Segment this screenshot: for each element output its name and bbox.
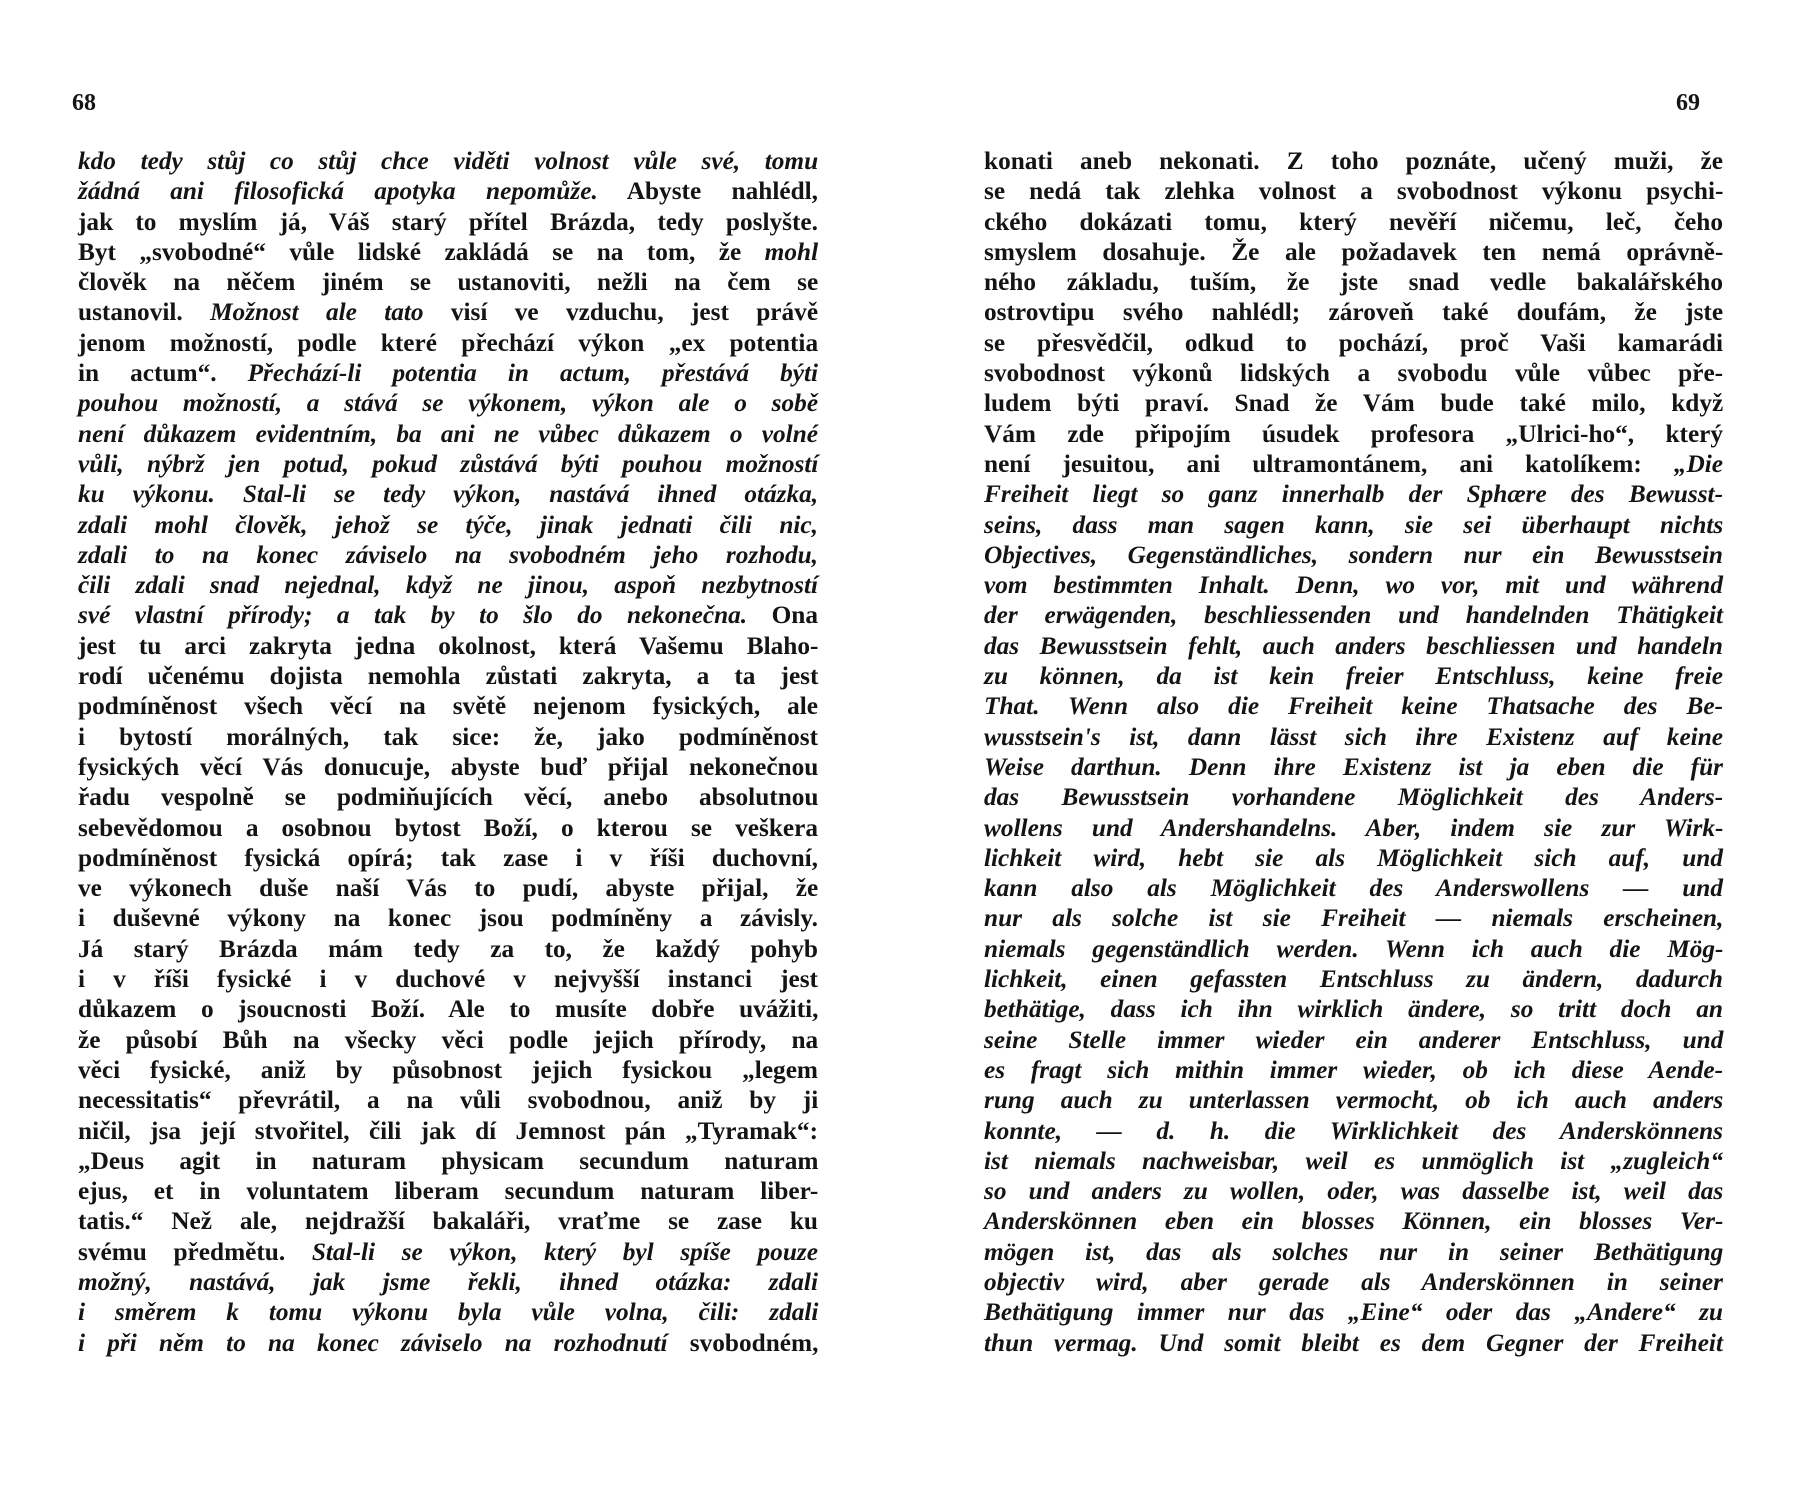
body-text: smyslem dosahuje. Že ale požadavek ten nemá oprávně- <box>984 237 1724 266</box>
text-line <box>984 1297 1723 1327</box>
italic-text: kann also als Möglichkeit des Anderswollens — und <box>984 874 1723 903</box>
text-line <box>78 873 818 903</box>
text-line <box>984 328 1723 358</box>
text-line <box>984 146 1723 176</box>
text-line <box>984 964 1723 994</box>
body-text: jenom možností, podle které přechází výkon „ex potentia <box>78 328 819 357</box>
body-text: podmíněnost všech věcí na světě nejenom fysických, ale <box>78 692 818 721</box>
text-line <box>78 813 818 843</box>
italic-text: wollens und Andershandelns. Aber, indem sie zur Wirk- <box>984 813 1724 842</box>
italic-text: vom bestimmten Inhalt. Denn, wo vor, mit und während <box>984 571 1723 600</box>
text-line <box>984 1206 1723 1236</box>
text-line <box>984 1116 1723 1146</box>
text-line <box>984 873 1723 903</box>
text-line <box>78 479 818 509</box>
text-line <box>984 540 1723 570</box>
italic-text: zdali mohl člověk, jehož se týče, jinak jednati čili nic, <box>78 510 818 539</box>
text-line <box>78 994 818 1024</box>
text-line <box>984 388 1723 418</box>
text-line <box>78 964 818 994</box>
italic-text: mögen ist, das als solches nur in seiner Bethätigung <box>984 1237 1724 1266</box>
body-text: věci fysické, aniž by působnost jejich fysickou „legem <box>78 1055 818 1084</box>
body-text: se přesvědčil, odkud to pochází, proč Vaši kamarádi <box>984 328 1723 357</box>
text-line <box>78 1116 818 1146</box>
text-line <box>78 510 818 540</box>
italic-text: Možnost ale tato <box>210 298 424 327</box>
text-line <box>984 297 1723 327</box>
text-line <box>78 782 818 812</box>
italic-text: thun vermag. Und somit bleibt es dem Gegner der Freiheit <box>984 1328 1723 1357</box>
italic-text: so und anders zu wollen, oder, was dasselbe ist, weil das <box>984 1177 1724 1206</box>
body-text: ejus, et in voluntatem liberam secundum naturam liber- <box>78 1177 819 1206</box>
body-text: ustanovil. <box>78 298 211 327</box>
italic-text: seine Stelle immer wieder ein anderer Entschluss, und <box>984 1025 1724 1054</box>
body-text: se nedá tak zlehka volnost a svobodnost výkonu psychi- <box>984 177 1724 206</box>
body-text: ludem býti praví. Snad že Vám bude také milo, když <box>984 389 1724 418</box>
body-text: svobodném, <box>667 1328 819 1357</box>
italic-text: lichkeit, einen gefassten Entschluss zu ändern, dadurch <box>984 965 1723 994</box>
text-line <box>984 449 1723 479</box>
text-line <box>984 1146 1723 1176</box>
text-line <box>984 903 1723 933</box>
italic-text: Anderskönnen eben ein blosses Können, ein blosses Ver- <box>984 1207 1724 1236</box>
body-text: visí ve vzduchu, jest právě <box>423 298 819 327</box>
italic-text: Freiheit liegt so ganz innerhalb der Sphære des Bewusst- <box>984 480 1724 509</box>
italic-text: That. Wenn also die Freiheit keine Thatsache des Be- <box>984 692 1723 721</box>
text-line <box>78 449 818 479</box>
body-text: i v říši fysické i v duchové v nejvyšší instanci jest <box>78 965 818 994</box>
text-line <box>78 176 818 206</box>
text-line <box>984 691 1723 721</box>
text-line <box>78 1085 818 1115</box>
italic-text: seins, dass man sagen kann, sie sei überhaupt nichts <box>984 510 1724 539</box>
text-line <box>78 661 818 691</box>
italic-text: pouhou možností, a stává se výkonem, výkon ale o sobě <box>78 389 819 418</box>
text-line <box>984 1267 1723 1297</box>
italic-text: není důkazem evidentním, ba ani ne vůbec důkazem o volné <box>78 419 818 448</box>
text-line <box>984 661 1723 691</box>
text-line <box>78 1267 818 1297</box>
italic-text: čili zdali snad nejednal, když ne jinou, aspoň nezbytností <box>78 571 818 600</box>
text-line <box>984 1237 1723 1267</box>
text-line <box>984 994 1723 1024</box>
body-text: sebevědomou a osobnou bytost Boží, o kterou se veškera <box>78 813 818 842</box>
body-text: tatis.“ Než ale, nejdražší bakaláři, vraťme se zase ku <box>78 1207 818 1236</box>
body-text: necessitatis“ převrátil, a na vůli svobodnou, aniž by ji <box>78 1086 819 1115</box>
body-text: Ona <box>747 601 818 630</box>
text-line <box>78 1206 818 1236</box>
italic-text: lichkeit wird, hebt sie als Möglichkeit sich auf, und <box>984 843 1723 872</box>
italic-text: své vlastní přírody; a tak by to šlo do nekonečna. <box>78 601 748 630</box>
text-line <box>984 722 1723 752</box>
body-text: svému předmětu. <box>78 1237 312 1266</box>
italic-text: nur als solche ist sie Freiheit — niemals erscheinen, <box>984 904 1724 933</box>
body-text: jest tu arci zakryta jedna okolnost, která Vašemu Blaho- <box>78 631 819 660</box>
text-line <box>984 237 1723 267</box>
body-text: i duševné výkony na konec jsou podmíněny a závisly. <box>78 904 819 933</box>
body-text: ného základu, tuším, že jste snad vedle bakalářského <box>984 268 1723 297</box>
text-line <box>78 1055 818 1085</box>
italic-text: ist niemals nachweisbar, weil es unmöglich ist „zugleich“ <box>984 1146 1723 1175</box>
body-text: svobodnost výkonů lidských a svobodu vůle vůbec pře- <box>984 359 1724 388</box>
body-text: ostrovtipu svého nahlédl; zároveň také doufám, že jste <box>984 298 1724 327</box>
italic-text: ku výkonu. Stal-li se tedy výkon, nastává ihned otázka, <box>78 480 819 509</box>
italic-text: konnte, — d. h. die Wirklichkeit des Anderskönnens <box>984 1116 1723 1145</box>
text-line <box>78 691 818 721</box>
text-line <box>984 1025 1723 1055</box>
text-line <box>78 328 818 358</box>
italic-text: Objectives, Gegenständliches, sondern nur ein Bewusstsein <box>984 540 1723 569</box>
body-text: in actum“. <box>78 359 248 388</box>
italic-text: bethätige, dass ich ihn wirklich ändere, so tritt doch an <box>984 995 1723 1024</box>
italic-text: das Bewusstsein fehlt, auch anders beschliessen und handeln <box>984 631 1723 660</box>
text-line <box>78 297 818 327</box>
text-line <box>78 934 818 964</box>
italic-text: Stal-li se výkon, který byl spíše pouze <box>311 1237 818 1266</box>
text-line <box>78 1025 818 1055</box>
italic-text: zu können, da ist kein freier Entschluss, keine freie <box>984 662 1723 691</box>
italic-text: niemals gegenständlich werden. Wenn ich auch die Mög- <box>984 934 1724 963</box>
text-line <box>984 752 1723 782</box>
text-line <box>984 600 1723 630</box>
text-line <box>78 570 818 600</box>
text-line <box>984 1328 1723 1358</box>
italic-text: i při něm to na konec záviselo na rozhodnutí <box>78 1328 668 1357</box>
text-line <box>78 1146 818 1176</box>
text-line <box>78 600 818 630</box>
text-line <box>984 267 1723 297</box>
body-text: řadu vespolně se podmiňujících věcí, anebo absolutnou <box>78 783 819 812</box>
body-text: důkazem o jsoucnosti Boží. Ale to musíte dobře uvážiti, <box>78 995 819 1024</box>
body-text: Byt „svobodné“ vůle lidské zakládá se na tom, že <box>78 237 765 266</box>
text-line <box>984 1085 1723 1115</box>
italic-text: Weise darthun. Denn ihre Existenz ist ja eben die für <box>984 752 1723 781</box>
text-line <box>984 419 1723 449</box>
text-line <box>78 903 818 933</box>
italic-text: objectiv wird, aber gerade als Anderskönnen in seiner <box>984 1267 1723 1296</box>
body-text: rodí učenému dojista nemohla zůstati zakryta, a ta jest <box>78 662 819 691</box>
text-line <box>78 1176 818 1206</box>
text-line <box>984 510 1723 540</box>
body-text: konati aneb nekonati. Z toho poznáte, učený muži, že <box>984 147 1723 175</box>
text-line <box>984 1055 1723 1085</box>
text-line <box>78 207 818 237</box>
italic-text: kdo tedy stůj co stůj chce viděti volnost vůle své, tomu <box>78 147 819 175</box>
text-line <box>984 570 1723 600</box>
page-number: 69 <box>1676 90 1700 116</box>
body-text: ve výkonech duše naší Vás to pudí, abyste přijal, že <box>78 874 819 903</box>
body-text: podmíněnost fysická opírá; tak zase i v říši duchovní, <box>78 843 818 872</box>
body-text: fysických věcí Vás donucuje, abyste buď přijal nekonečnou <box>78 752 819 781</box>
body-text: člověk na něčem jiném se ustanoviti, nežli na čem se <box>78 268 819 297</box>
italic-text: možný, nastává, jak jsme řekli, ihned otázka: zdali <box>78 1267 818 1296</box>
italic-text: Přechází-li potentia in actum, přestává býti <box>247 359 819 388</box>
text-line <box>78 1328 818 1358</box>
text-line <box>78 419 818 449</box>
text-line <box>78 631 818 661</box>
italic-text: žádná ani filosofická apotyka nepomůže. <box>78 177 598 206</box>
text-line <box>78 843 818 873</box>
italic-text: es fragt sich mithin immer wieder, ob ich diese Aende- <box>984 1055 1723 1084</box>
text-line <box>984 1176 1723 1206</box>
body-text: není jesuitou, ani ultramontánem, ani katolíkem: <box>984 449 1674 478</box>
italic-text: i směrem k tomu výkonu byla vůle volna, čili: zdali <box>78 1298 819 1327</box>
body-text: ckého dokázati tomu, který nevěří ničemu, leč, čeho <box>984 207 1723 236</box>
body-text: ničil, jsa její stvořitel, čili jak dí Jemnost pán „Tyramak“: <box>78 1116 818 1145</box>
text-line <box>78 722 818 752</box>
italic-text: wusstsein's ist, dann lässt sich ihre Existenz auf keine <box>984 722 1723 751</box>
italic-text: das Bewusstsein vorhandene Möglichkeit des Anders- <box>984 783 1724 812</box>
text-line <box>78 146 818 176</box>
text-line <box>78 388 818 418</box>
italic-text: rung auch zu unterlassen vermocht, ob ich auch anders <box>984 1086 1724 1115</box>
body-text: „Deus agit in naturam physicam secundum naturam <box>78 1146 819 1175</box>
text-line <box>984 358 1723 388</box>
page-text <box>984 146 1723 1358</box>
page-text <box>78 146 818 1358</box>
text-line <box>984 176 1723 206</box>
italic-text: zdali to na konec záviselo na svobodném jeho rozhodu, <box>78 540 818 569</box>
text-line <box>984 207 1723 237</box>
body-text: Vám zde připojím úsudek profesora „Ulrici-ho“, který <box>984 419 1724 448</box>
text-line <box>984 934 1723 964</box>
text-line <box>984 479 1723 509</box>
body-text: Já starý Brázda mám tedy za to, že každý pohyb <box>78 934 818 963</box>
italic-text: der erwägenden, beschliessenden und handelnden Thätigkeit <box>984 601 1723 630</box>
right-page <box>897 0 1794 1500</box>
text-line <box>78 752 818 782</box>
text-line <box>984 631 1723 661</box>
text-line <box>78 358 818 388</box>
text-line <box>78 267 818 297</box>
body-text: že působí Bůh na všecky věci podle jejich přírody, na <box>78 1025 819 1054</box>
italic-text: mohl <box>764 237 819 266</box>
body-text: i bytostí morálných, tak sice: že, jako podmíněnost <box>78 722 818 751</box>
text-line <box>984 782 1723 812</box>
text-line <box>78 1297 818 1327</box>
page-number: 68 <box>72 90 96 116</box>
italic-text: „Die <box>1673 449 1723 478</box>
text-line <box>78 1237 818 1267</box>
italic-text: vůli, nýbrž jen potud, pokud zůstává býti pouhou možností <box>78 449 819 478</box>
text-line <box>78 237 818 267</box>
body-text: jak to myslím já, Váš starý přítel Brázda, tedy poslyšte. <box>78 207 818 236</box>
italic-text: Bethätigung immer nur das „Eine“ oder das „Andere“ zu <box>984 1298 1723 1327</box>
text-line <box>78 540 818 570</box>
text-line <box>984 843 1723 873</box>
text-line <box>984 813 1723 843</box>
body-text: Abyste nahlédl, <box>597 177 818 206</box>
